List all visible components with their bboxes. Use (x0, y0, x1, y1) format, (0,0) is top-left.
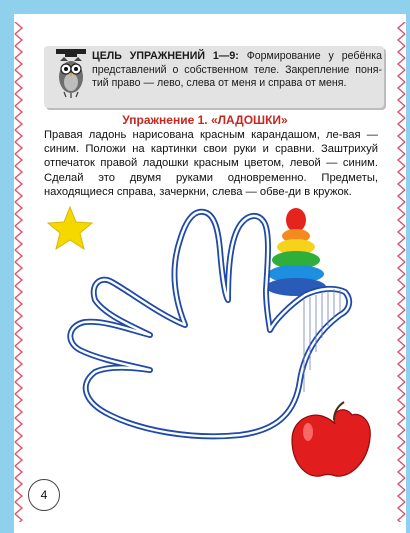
hatching-sample (304, 289, 340, 392)
ring-pyramid-toy (266, 208, 326, 296)
exercise-title: Упражнение 1. «ЛАДОШКИ» (122, 113, 288, 127)
goal-heading: ЦЕЛЬ УПРАЖНЕНИЙ 1—9: (92, 50, 239, 62)
goal-body: Формирование у ребёнка представлений о собственном теле. Закрепление поня-тий право — лево, слева от меня и справа от меня. (92, 50, 382, 89)
star-icon (48, 207, 92, 249)
exercise-instructions: Правая ладонь нарисована красным карандашом, ле-вая — синим. Положи на картинки свои руки и сравни. Заштрихуй отпечаток правой ладошки красным цветом, левой — синим. Сделай это двумя руками одновременно. Предметы, находящиеся справа, зачеркни, слева — обве-ди в кружок. (44, 129, 378, 198)
page-number: 4 (28, 479, 60, 511)
apple-icon (292, 402, 370, 476)
